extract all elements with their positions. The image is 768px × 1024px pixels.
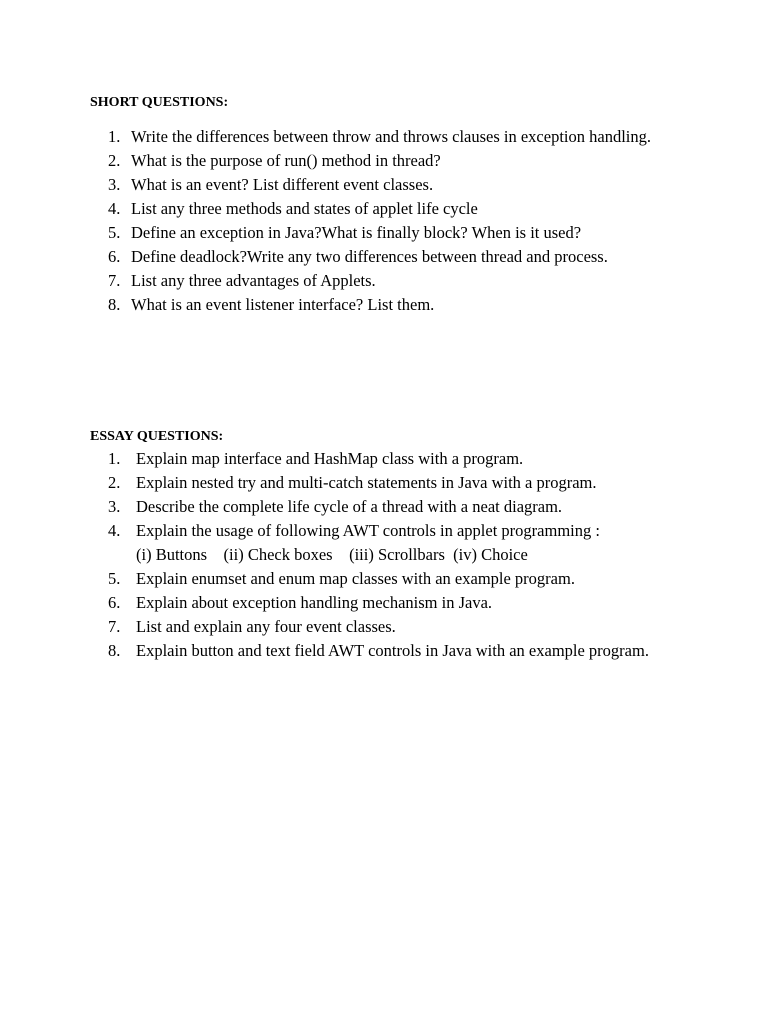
awt-controls-options: (i) Buttons (ii) Check boxes (iii) Scrollbars (iv) Choice bbox=[136, 545, 528, 564]
essay-question-item bbox=[100, 567, 660, 591]
question-text: Explain button and text field AWT controls in Java with an example program. bbox=[136, 641, 649, 660]
question-text: Write the differences between throw and throws clauses in exception handling. bbox=[131, 127, 651, 146]
question-number: 2. bbox=[108, 473, 121, 492]
essay-question-item bbox=[100, 495, 660, 519]
essay-questions-heading: ESSAY QUESTIONS: bbox=[90, 429, 224, 444]
question-number: 5. bbox=[108, 223, 121, 242]
question-text: Describe the complete life cycle of a thread with a neat diagram. bbox=[136, 497, 563, 516]
short-question-item bbox=[100, 269, 660, 293]
short-question-item bbox=[100, 197, 660, 221]
short-questions-list bbox=[100, 125, 660, 317]
question-number: 4. bbox=[108, 521, 121, 540]
question-number: 8. bbox=[108, 641, 121, 660]
short-question-item bbox=[100, 149, 660, 173]
essay-question-item bbox=[100, 471, 660, 495]
question-text: Define deadlock?Write any two differences between thread and process. bbox=[131, 247, 608, 266]
question-number: 7. bbox=[108, 617, 121, 636]
question-text: Explain map interface and HashMap class with a program. bbox=[136, 449, 524, 468]
question-text: Explain the usage of following AWT controls in applet programming : bbox=[136, 521, 600, 540]
essay-question-item bbox=[100, 519, 660, 567]
question-text: What is an event? List different event classes. bbox=[131, 175, 434, 194]
question-number: 6. bbox=[108, 593, 121, 612]
question-number: 2. bbox=[108, 151, 121, 170]
essay-question-item bbox=[100, 591, 660, 615]
question-text: What is the purpose of run() method in thread? bbox=[131, 151, 441, 170]
essay-question-item bbox=[100, 615, 660, 639]
question-text: List any three advantages of Applets. bbox=[131, 271, 376, 290]
short-question-item bbox=[100, 125, 660, 149]
essay-questions-list bbox=[100, 447, 660, 663]
question-text: List and explain any four event classes. bbox=[136, 617, 396, 636]
short-question-item bbox=[100, 221, 660, 245]
question-number: 3. bbox=[108, 497, 121, 516]
question-number: 3. bbox=[108, 175, 121, 194]
essay-question-item bbox=[100, 447, 660, 471]
question-text: What is an event listener interface? List them. bbox=[131, 295, 435, 314]
question-text: Explain nested try and multi-catch statements in Java with a program. bbox=[136, 473, 597, 492]
question-number: 5. bbox=[108, 569, 121, 588]
short-question-item bbox=[100, 293, 660, 317]
essay-question-item bbox=[100, 639, 660, 663]
question-number: 8. bbox=[108, 295, 121, 314]
question-text: Explain enumset and enum map classes with an example program. bbox=[136, 569, 575, 588]
question-number: 4. bbox=[108, 199, 121, 218]
question-text-with-options bbox=[136, 519, 660, 567]
question-number: 7. bbox=[108, 271, 121, 290]
short-question-item bbox=[100, 245, 660, 269]
short-question-item bbox=[100, 173, 660, 197]
question-number: 1. bbox=[108, 449, 121, 468]
short-questions-heading: SHORT QUESTIONS: bbox=[90, 95, 229, 110]
question-text: List any three methods and states of applet life cycle bbox=[131, 199, 478, 218]
question-text: Explain about exception handling mechanism in Java. bbox=[136, 593, 493, 612]
question-text: Define an exception in Java?What is finally block? When is it used? bbox=[131, 223, 582, 242]
question-number: 1. bbox=[108, 127, 121, 146]
question-number: 6. bbox=[108, 247, 121, 266]
